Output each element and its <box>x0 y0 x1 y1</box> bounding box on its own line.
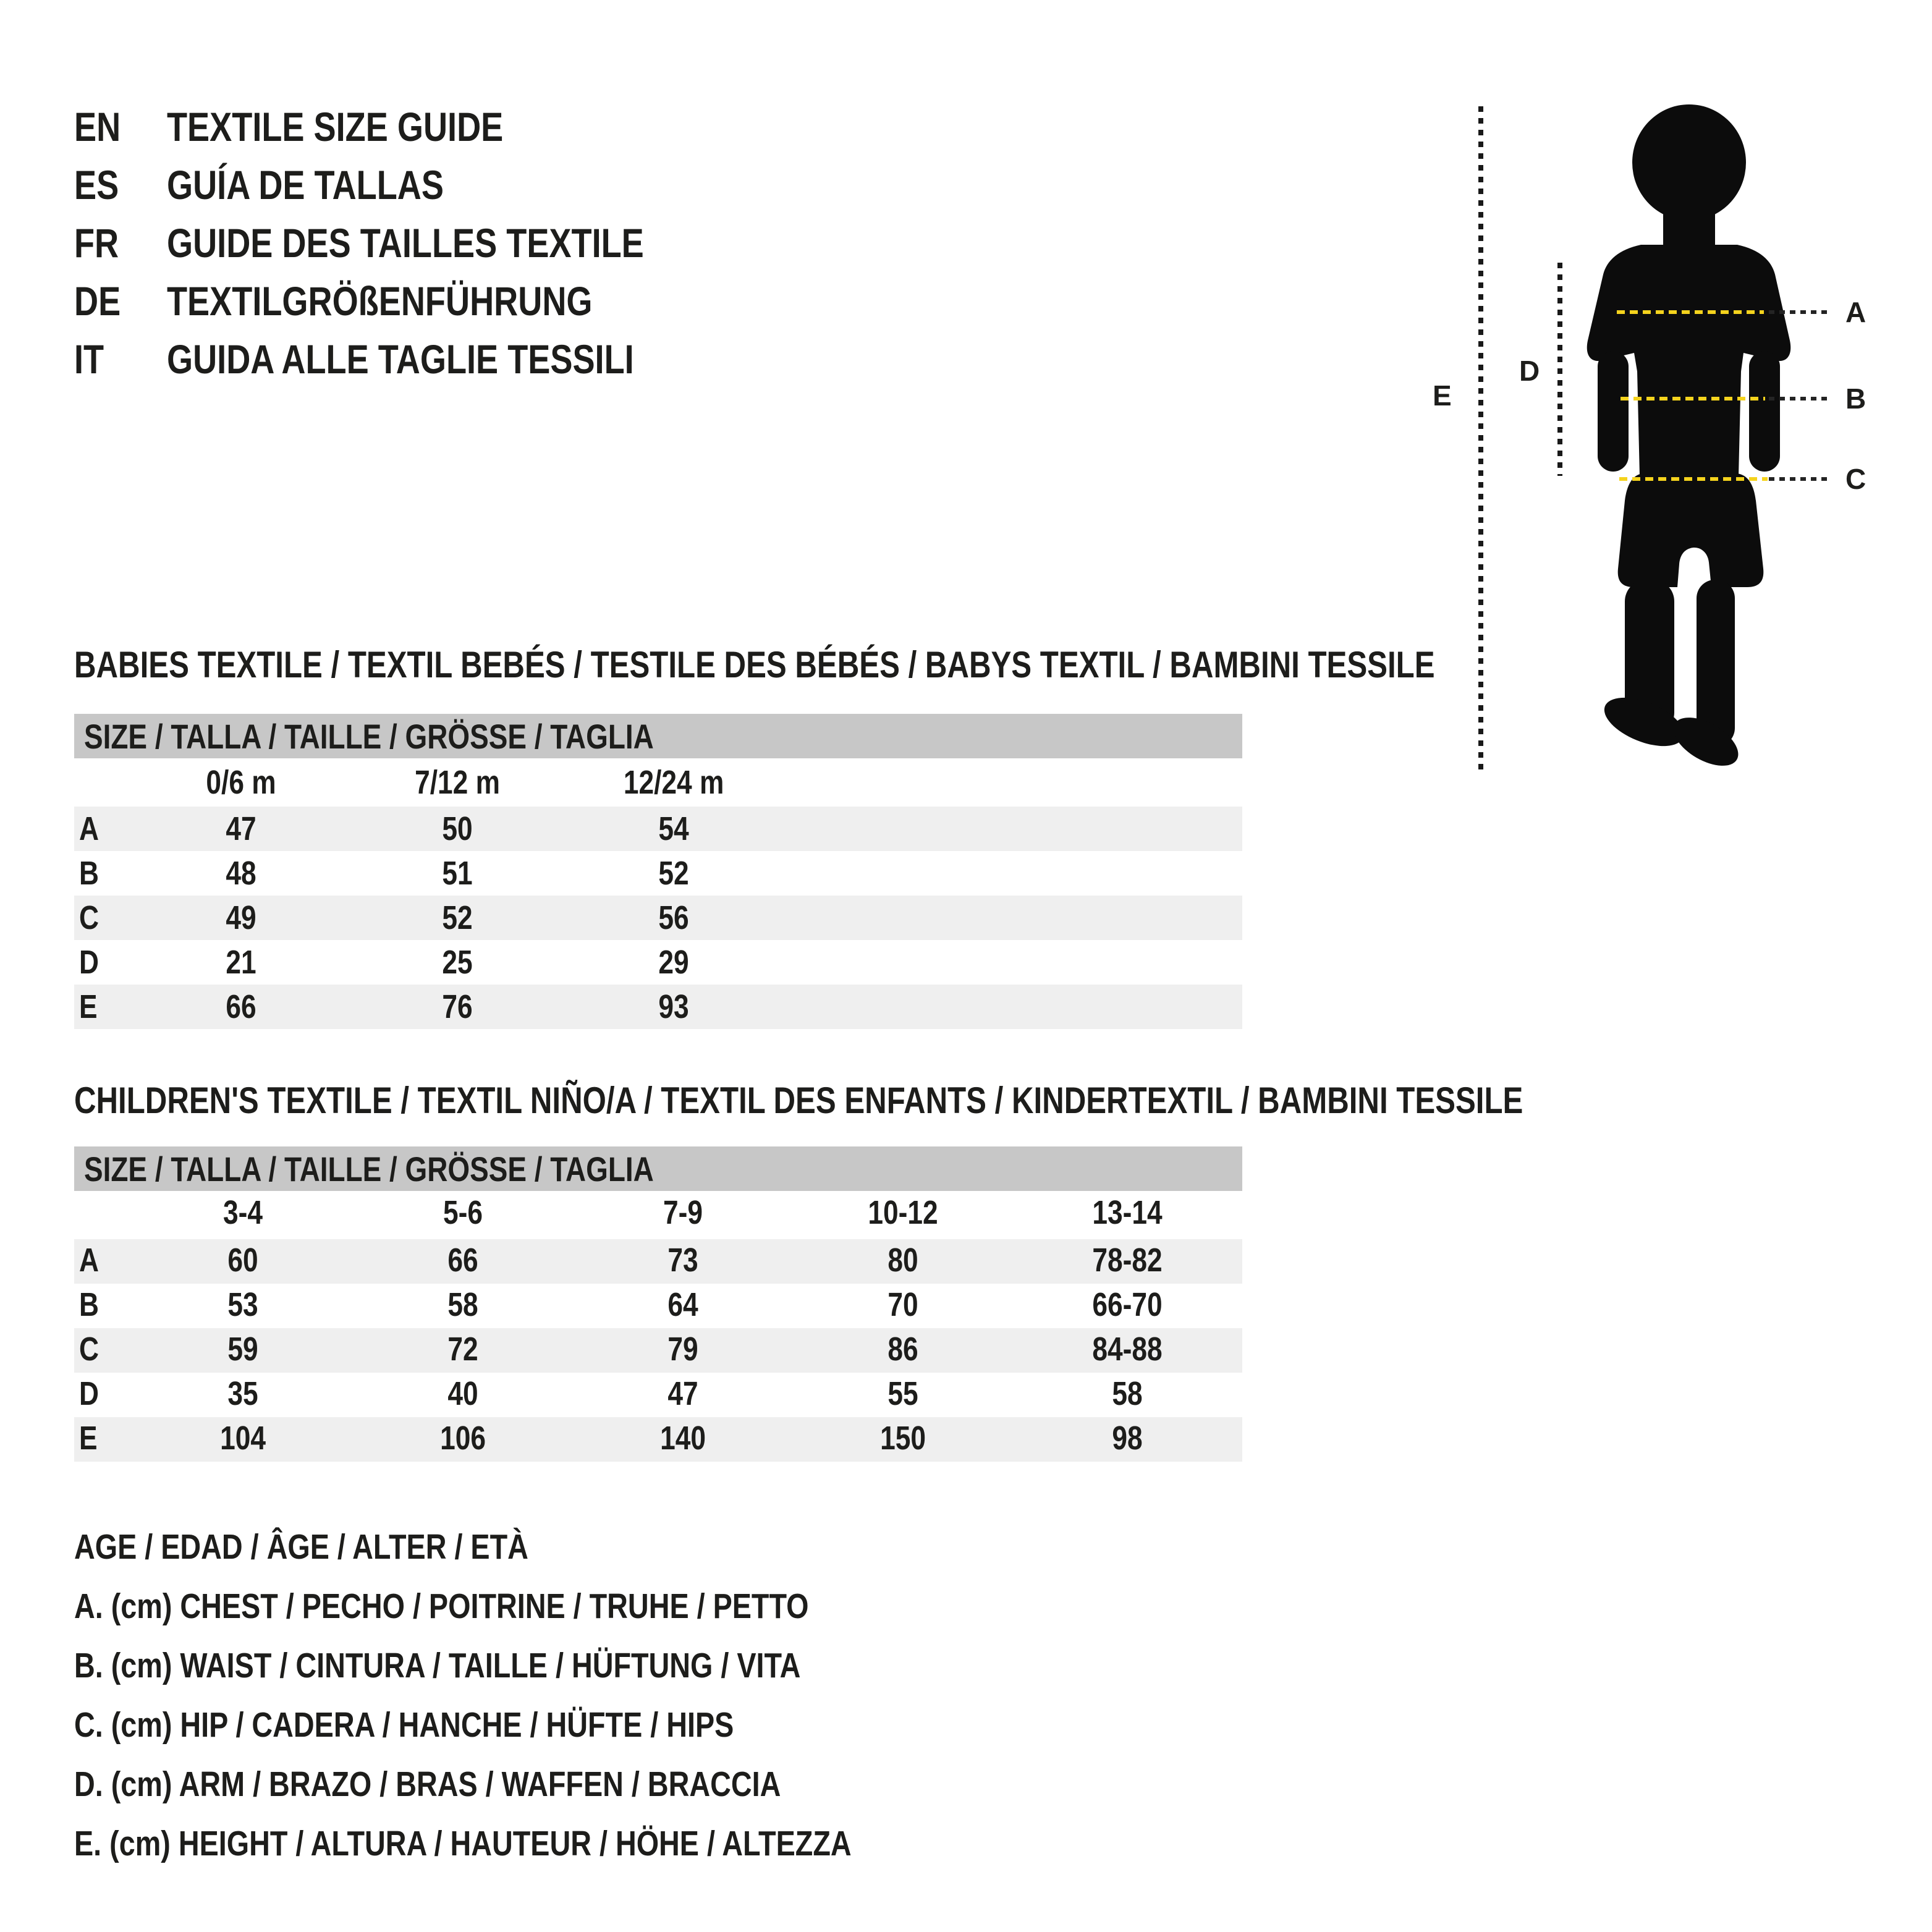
page-title-de: TEXTILGRÖßENFÜHRUNG <box>167 278 593 324</box>
table-row: C 49 52 56 <box>74 896 1242 940</box>
column-header: 5-6 <box>443 1194 483 1231</box>
waist-measure-leader-b <box>1769 397 1828 400</box>
chest-measure-leader-a <box>1769 310 1828 314</box>
table-row: A 60 66 73 80 78-82 <box>74 1239 1242 1284</box>
legend-arm: D. (cm) ARM / BRAZO / BRAS / WAFFEN / BRACCIA <box>74 1765 781 1804</box>
table-row: D 35 40 47 55 58 <box>74 1373 1242 1417</box>
row-label: D <box>79 1375 99 1412</box>
row-label: E <box>79 1419 98 1457</box>
table-row: E 66 76 93 <box>74 985 1242 1029</box>
row-label: A <box>79 1241 99 1279</box>
table-row: B 48 51 52 <box>74 851 1242 896</box>
children-column-header-row <box>74 1191 1242 1239</box>
column-header: 7-9 <box>663 1194 703 1231</box>
page-title-en: TEXTILE SIZE GUIDE <box>167 104 504 150</box>
row-label: C <box>79 1330 99 1368</box>
legend-height: E. (cm) HEIGHT / ALTURA / HAUTEUR / HÖHE / ALTEZZA <box>74 1824 852 1863</box>
hip-measure-line-c <box>1619 477 1768 481</box>
children-size-header-bar: SIZE / TALLA / TAILLE / GRÖSSE / TAGLIA <box>74 1146 1242 1191</box>
row-label: B <box>79 855 99 892</box>
table-row: B 53 58 64 70 66-70 <box>74 1284 1242 1328</box>
waist-measure-line-b <box>1621 397 1765 400</box>
children-section-heading: CHILDREN'S TEXTILE / TEXTIL NIÑO/A / TEXTIL DES ENFANTS / KINDERTEXTIL / BAMBINI TESSILE <box>74 1080 1523 1121</box>
language-code: ES <box>74 162 119 208</box>
column-header: 7/12 m <box>415 764 500 801</box>
measure-label-b: B <box>1845 383 1866 415</box>
babies-section-heading: BABIES TEXTILE / TEXTIL BEBÉS / TESTILE DES BÉBÉS / BABYS TEXTIL / BAMBINI TESSILE <box>74 644 1435 685</box>
measure-label-e: E <box>1433 379 1452 412</box>
row-label: E <box>79 988 98 1025</box>
language-code: EN <box>74 104 121 150</box>
page-title-es: GUÍA DE TALLAS <box>167 162 444 208</box>
babies-size-header-bar: SIZE / TALLA / TAILLE / GRÖSSE / TAGLIA <box>74 714 1242 758</box>
column-header: 0/6 m <box>206 764 276 801</box>
children-size-table <box>74 1146 1242 1462</box>
language-code: DE <box>74 278 121 324</box>
row-label: C <box>79 899 99 936</box>
row-label: B <box>79 1286 99 1323</box>
row-label: D <box>79 944 99 981</box>
arm-measure-line-d <box>1557 263 1562 476</box>
page-title-fr: GUIDE DES TAILLES TEXTILE <box>167 220 644 266</box>
table-row: A 47 50 54 <box>74 807 1242 851</box>
legend-waist: B. (cm) WAIST / CINTURA / TAILLE / HÜFTUNG / VITA <box>74 1646 801 1685</box>
column-header: 13-14 <box>1092 1194 1163 1231</box>
page-title-it: GUIDA ALLE TAGLIE TESSILI <box>167 336 634 382</box>
table-row: C 59 72 79 86 84-88 <box>74 1328 1242 1373</box>
language-code: IT <box>74 336 104 382</box>
row-label: A <box>79 810 99 847</box>
measure-label-a: A <box>1845 296 1866 328</box>
hip-measure-leader-c <box>1769 477 1828 481</box>
column-header: 12/24 m <box>623 764 724 801</box>
legend-hip: C. (cm) HIP / CADERA / HANCHE / HÜFTE / HIPS <box>74 1705 734 1745</box>
legend-chest: A. (cm) CHEST / PECHO / POITRINE / TRUHE / PETTO <box>74 1587 809 1626</box>
table-row: E 104 106 140 150 98 <box>74 1417 1242 1462</box>
babies-column-header-row <box>74 758 1242 807</box>
chest-measure-line-a <box>1617 310 1764 314</box>
measurement-legend <box>74 1517 1022 1873</box>
babies-size-table <box>74 714 1242 1029</box>
language-code: FR <box>74 220 119 266</box>
table-row: D 21 25 29 <box>74 940 1242 985</box>
column-header: 3-4 <box>222 1194 263 1231</box>
measure-label-c: C <box>1845 463 1866 495</box>
measure-label-d: D <box>1519 355 1540 387</box>
column-header: 10-12 <box>868 1194 938 1231</box>
legend-age: AGE / EDAD / ÂGE / ALTER / ETÀ <box>74 1527 528 1567</box>
